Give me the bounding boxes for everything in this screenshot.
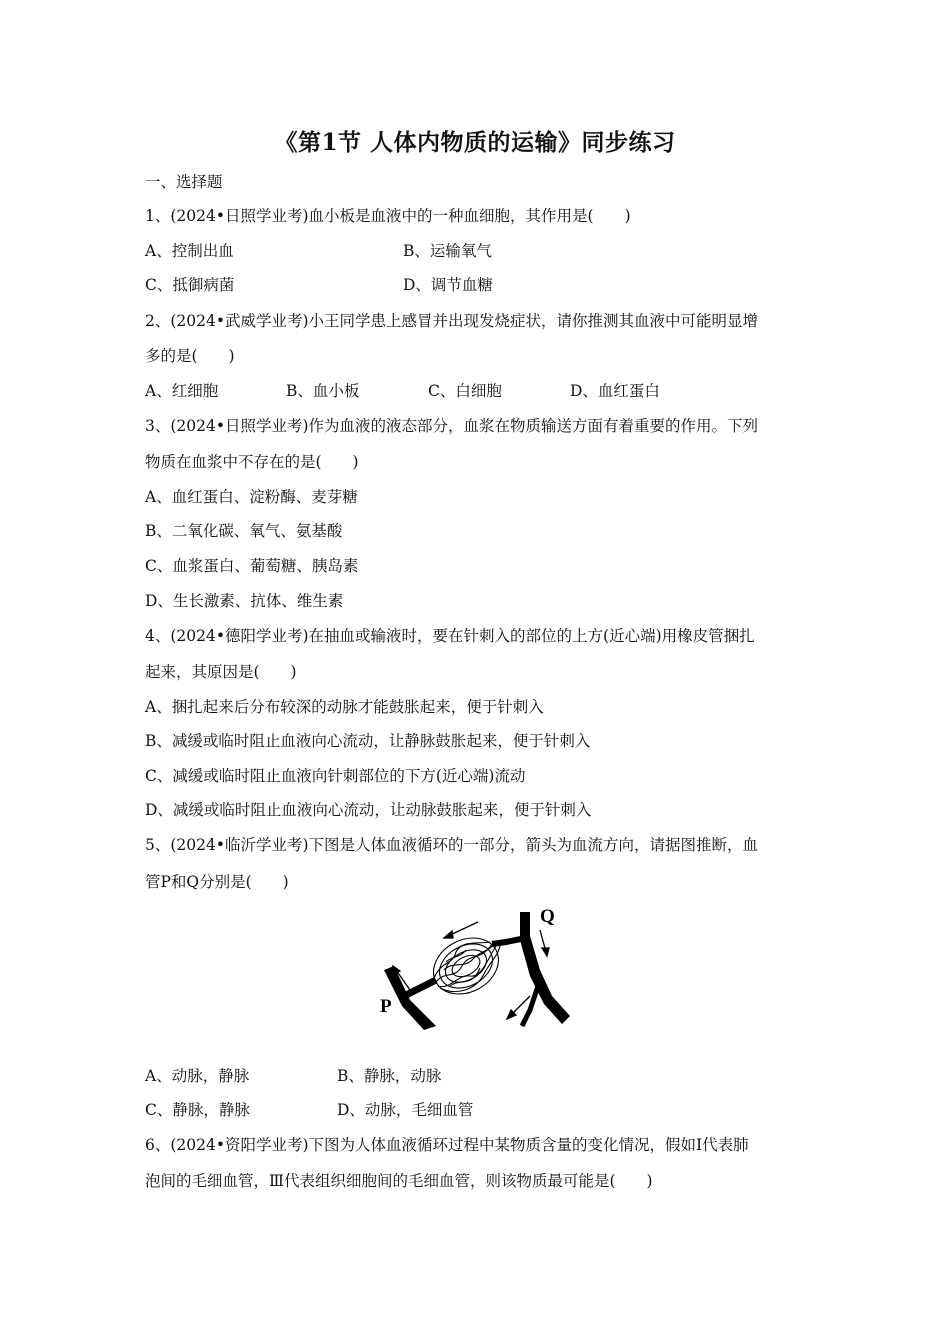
- q3-option-d: D、生长激素、抗体、维生素: [145, 592, 344, 610]
- q4-option-d: D、减缓或临时阻止血液向心流动，让动脉鼓胀起来，便于针刺入: [145, 801, 592, 819]
- q5-option-b: B、静脉，动脉: [337, 1067, 442, 1085]
- capillary-network: [424, 927, 508, 1005]
- q5-stem-line2: 管P和Q分别是( ): [145, 873, 289, 891]
- q3-option-a: A、血红蛋白、淀粉酶、麦芽糖: [145, 488, 358, 506]
- page-title: 《第1节 人体内物质的运输》同步练习: [274, 129, 676, 156]
- q3-stem-line1: 3、(2024•日照学业考)作为血液的液态部分，血浆在物质输送方面有着重要的作用。下列: [145, 417, 759, 435]
- section-heading: 一、选择题: [145, 173, 223, 191]
- q2-option-c: C、白细胞: [428, 382, 502, 400]
- q2-option-d: D、血红蛋白: [570, 382, 660, 400]
- q4-option-b: B、减缓或临时阻止血液向心流动，让静脉鼓胀起来，便于针刺入: [145, 732, 591, 750]
- q1-option-d: D、调节血糖: [403, 276, 493, 294]
- q3-option-c: C、血浆蛋白、葡萄糖、胰岛素: [145, 557, 359, 575]
- q2-stem-line1: 2、(2024•武威学业考)小王同学患上感冒并出现发烧症状，请你推测其血液中可能明显增: [145, 312, 759, 330]
- q2-option-b: B、血小板: [286, 382, 360, 400]
- vessel-p: [384, 966, 436, 1030]
- blood-vessel-diagram: [380, 900, 580, 1032]
- q6-stem-line2: 泡间的毛细血管，Ⅲ代表组织细胞间的毛细血管，则该物质最可能是( ): [145, 1172, 653, 1190]
- q4-stem-line2: 起来，其原因是( ): [145, 663, 297, 681]
- q4-option-c: C、减缓或临时阻止血液向针刺部位的下方(近心端)流动: [145, 767, 526, 785]
- vessel-q: [520, 912, 570, 1024]
- q4-option-a: A、捆扎起来后分布较深的动脉才能鼓胀起来，便于针刺入: [145, 698, 544, 716]
- q1-stem: 1、(2024•日照学业考)血小板是血液中的一种血细胞，其作用是( ): [145, 207, 631, 225]
- q6-stem-line1: 6、(2024•资阳学业考)下图为人体血液循环过程中某物质含量的变化情况，假如Ⅰ代表肺: [145, 1136, 749, 1154]
- q2-stem-line2: 多的是( ): [145, 347, 235, 365]
- q2-option-a: A、红细胞: [145, 382, 219, 400]
- q5-option-d: D、动脉，毛细血管: [337, 1101, 474, 1119]
- q1-option-b: B、运输氧气: [403, 242, 492, 260]
- label-q: Q: [540, 906, 555, 927]
- q4-stem-line1: 4、(2024•德阳学业考)在抽血或输液时，要在针刺入的部位的上方(近心端)用橡皮管捆扎: [145, 627, 755, 645]
- q3-stem-line2: 物质在血浆中不存在的是( ): [145, 453, 359, 471]
- q5-option-a: A、动脉，静脉: [145, 1067, 250, 1085]
- q1-option-c: C、抵御病菌: [145, 276, 235, 294]
- q5-option-c: C、静脉，静脉: [145, 1101, 250, 1119]
- q5-stem-line1: 5、(2024•临沂学业考)下图是人体血液循环的一部分，箭头为血流方向，请据图推断，血: [145, 836, 759, 854]
- q1-option-a: A、控制出血: [145, 242, 234, 260]
- label-p: P: [380, 996, 392, 1017]
- q3-option-b: B、二氧化碳、氧气、氨基酸: [145, 522, 343, 540]
